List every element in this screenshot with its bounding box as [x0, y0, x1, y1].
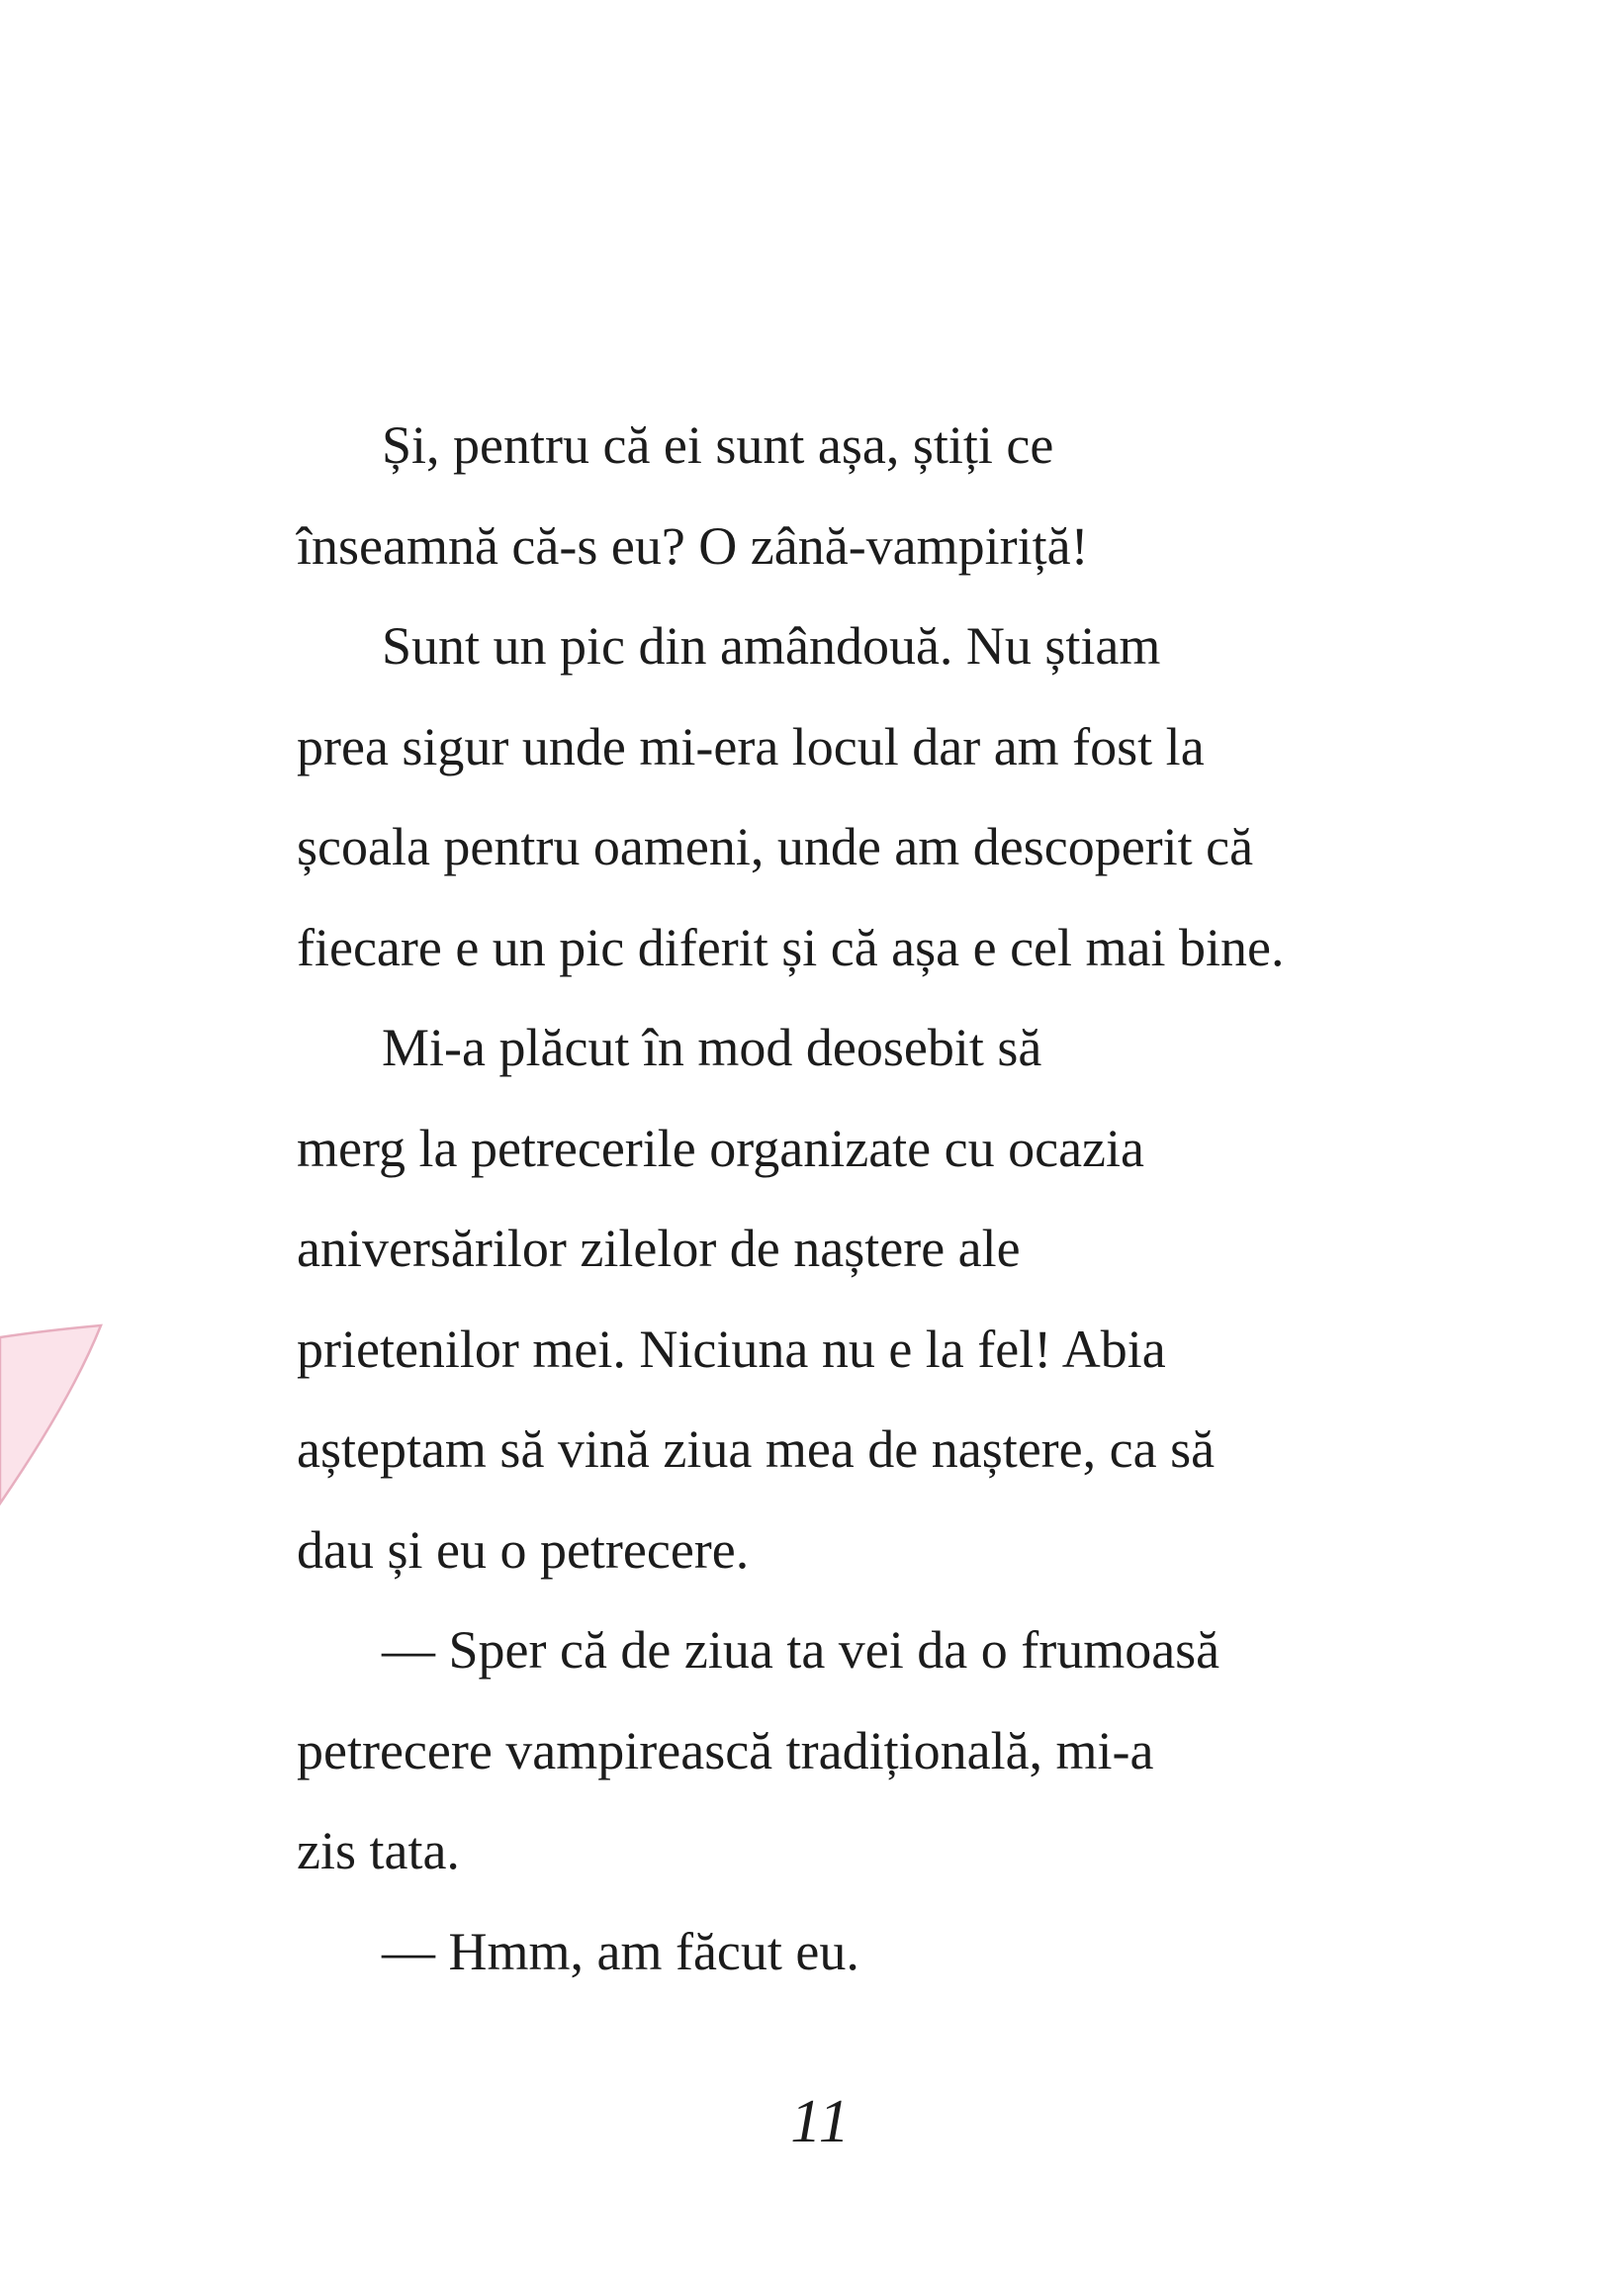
text-line: petrecere vampirească tradițională, mi-a: [297, 1720, 1154, 1780]
text-line: dau și eu o petrecere.: [297, 1519, 750, 1580]
text-line: aniversărilor zilelor de naștere ale: [297, 1219, 1021, 1278]
text-line: Și, pentru că ei sunt așa, știți ce: [382, 415, 1054, 475]
text-line: fiecare e un pic diferit și că așa e cel mai bine.: [297, 917, 1285, 977]
text-line: merg la petrecerile organizate cu ocazia: [297, 1118, 1144, 1178]
paragraph-1: [297, 396, 1365, 596]
text-line: școala pentru oameni, unde am descoperit că: [297, 817, 1254, 876]
text-line: — Hmm, am făcut eu.: [382, 1921, 859, 1981]
text-line: așteptam să vină ziua mea de naștere, ca să: [297, 1419, 1216, 1479]
text-line: Mi-a plăcut în mod deosebit să: [382, 1018, 1042, 1077]
text-line: — Sper că de ziua ta vei da o frumoasă: [382, 1620, 1220, 1680]
paragraph-3: [297, 998, 1365, 1600]
page-number: 11: [790, 2088, 852, 2155]
petal-shape: [0, 1325, 101, 1503]
paragraph-2: [297, 596, 1365, 998]
text-line: prietenilor mei. Niciuna nu e la fel! Abia: [297, 1319, 1166, 1379]
paragraph-5: [297, 1902, 1365, 2003]
text-line: prea sigur unde mi-era locul dar am fost la: [297, 716, 1205, 776]
text-line: Sunt un pic din amândouă. Nu știam: [382, 616, 1161, 676]
paragraph-4: [297, 1600, 1365, 1902]
body-text: [297, 396, 1365, 2002]
pink-petal-decoration: [0, 1316, 119, 1513]
text-line: înseamnă că-s eu? O zână-vampiriță!: [297, 515, 1089, 576]
text-line: zis tata.: [297, 1821, 460, 1880]
